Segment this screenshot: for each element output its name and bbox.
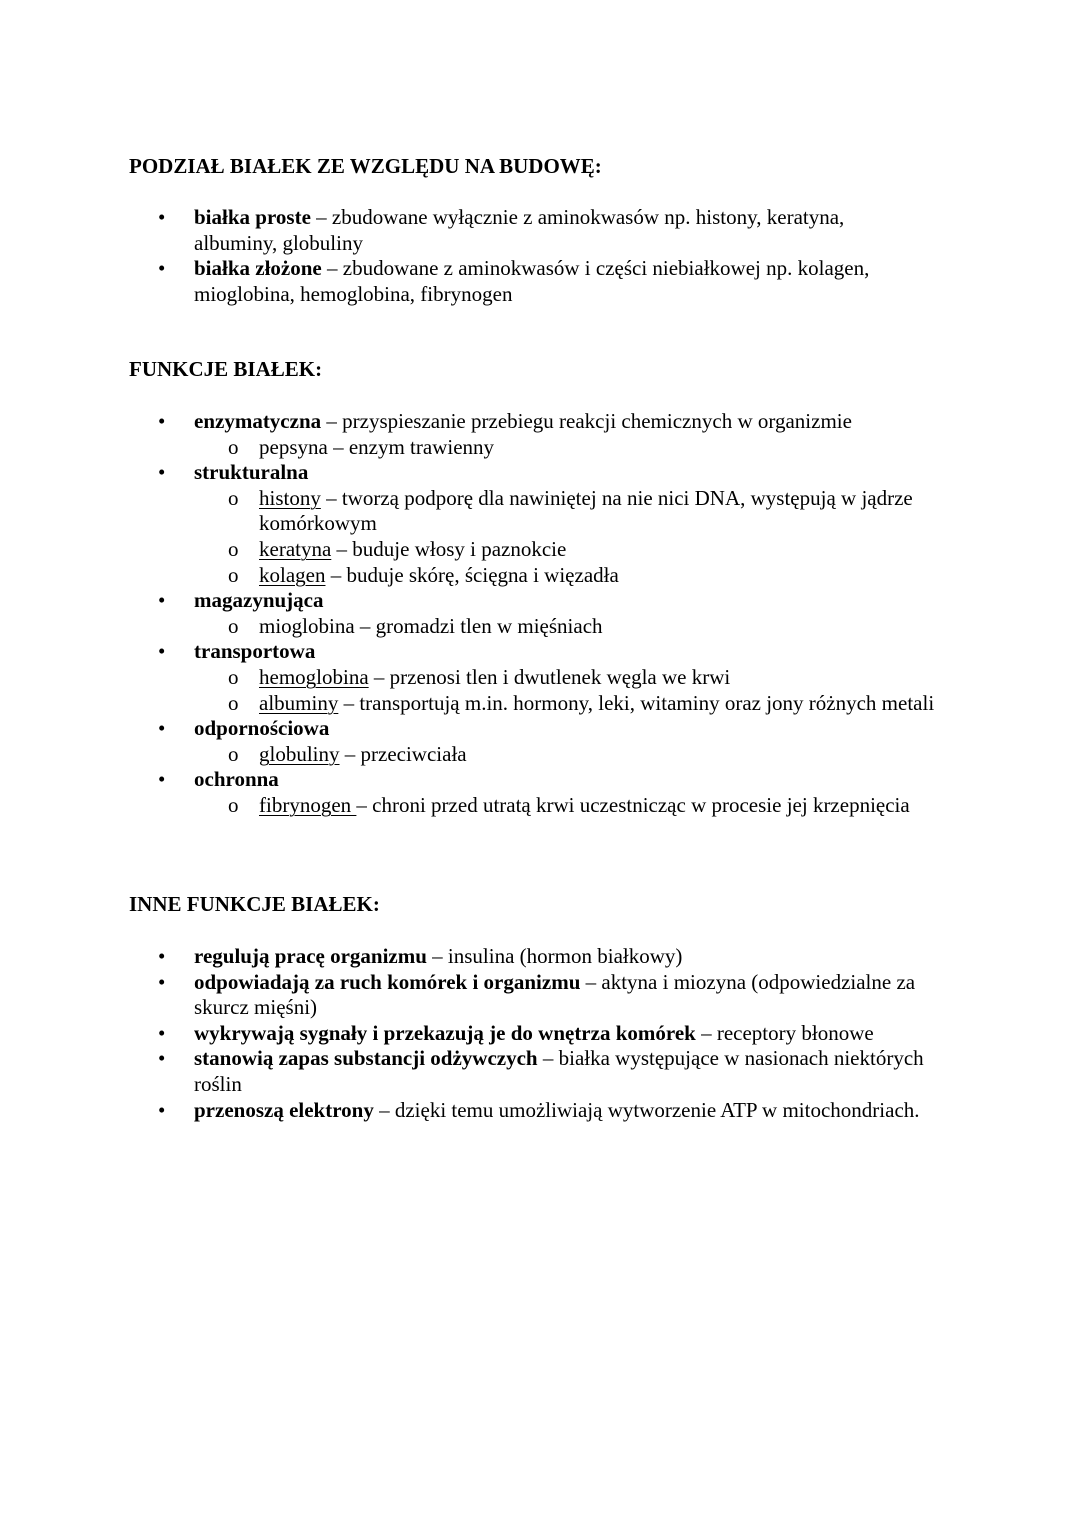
- sub-item-description: – chroni przed utratą krwi uczestnicząc w procesie jej krzepnięcia: [356, 792, 910, 817]
- circle-bullet-icon: o: [228, 690, 239, 715]
- sub-item-description: – przeciwciała: [339, 741, 467, 766]
- bullet-list: [0, 205, 1000, 307]
- bullet-list: [0, 944, 1000, 1123]
- sub-item-text: [259, 614, 939, 640]
- sub-item-description: – enzym trawienny: [327, 434, 495, 459]
- circle-bullet-icon: o: [228, 562, 239, 587]
- sub-item-term: fibrynogen: [259, 792, 357, 817]
- section-heading: PODZIAŁ BIAŁEK ZE WZGLĘDU NA BUDOWĘ:: [129, 154, 602, 178]
- item-term: transportowa: [194, 639, 316, 664]
- bullet-list: [0, 409, 1000, 819]
- list-item: [0, 1021, 1000, 1047]
- item-description: – receptory błonowe: [695, 1020, 874, 1045]
- circle-bullet-icon: o: [228, 485, 239, 510]
- sub-item-description: – buduje skórę, ścięgna i więzadła: [325, 562, 619, 587]
- list-item: [0, 1098, 1000, 1124]
- sub-list-item: [0, 614, 1000, 640]
- item-term: stanowią zapas substancji odżywczych: [194, 1046, 538, 1071]
- list-item-text: [194, 409, 914, 435]
- section-heading: INNE FUNKCJE BIAŁEK:: [129, 892, 380, 916]
- sub-list-item: [0, 563, 1000, 589]
- list-item: [0, 409, 1000, 435]
- sub-list-item: [0, 793, 1000, 819]
- item-term: enzymatyczna: [194, 409, 322, 433]
- sub-item-term: hemoglobina: [259, 664, 369, 689]
- item-description: – dzięki temu umożliwiają wytworzenie ATP w mitochondriach.: [373, 1097, 920, 1122]
- sub-item-text: [259, 537, 939, 563]
- sub-list-item: [0, 665, 1000, 691]
- bullet-icon: •: [158, 639, 166, 664]
- sub-list-item: [0, 537, 1000, 563]
- list-item: [0, 767, 1000, 793]
- list-item: [0, 256, 1000, 307]
- list-item: [0, 588, 1000, 614]
- bullet-icon: •: [158, 716, 166, 741]
- list-item-text: [194, 205, 894, 256]
- item-term: przenoszą elektrony: [194, 1097, 374, 1122]
- list-item-text: [194, 588, 914, 614]
- bullet-icon: •: [158, 1020, 166, 1045]
- list-item: [0, 716, 1000, 742]
- bullet-icon: •: [158, 767, 166, 792]
- bullet-icon: •: [158, 1097, 166, 1122]
- list-item-text: [194, 1098, 954, 1124]
- list-item-text: [194, 1046, 954, 1097]
- list-item-text: [194, 970, 954, 1021]
- sub-item-text: [259, 563, 939, 589]
- sub-item-text: [259, 691, 939, 717]
- item-term: odpowiadają za ruch komórek i organizmu: [194, 969, 581, 994]
- sub-item-description: – przenosi tlen i dwutlenek węgla we krwi: [368, 664, 731, 689]
- list-item: [0, 944, 1000, 970]
- sub-list-item: [0, 691, 1000, 717]
- item-description: – białka występujące w nasionach niektórych roślin: [194, 1046, 924, 1096]
- bullet-icon: •: [158, 969, 166, 994]
- list-item-text: [194, 1021, 954, 1047]
- sub-list-item: [0, 486, 1000, 537]
- circle-bullet-icon: o: [228, 741, 239, 766]
- list-item: [0, 460, 1000, 486]
- list-item-text: [194, 944, 954, 970]
- sub-item-term: histony: [259, 485, 321, 510]
- list-item: [0, 639, 1000, 665]
- sub-item-description: – tworzą podporę dla nawiniętej na nie nici DNA, występują w jądrze komórkowym: [259, 485, 913, 536]
- bullet-icon: •: [158, 1046, 166, 1071]
- sub-item-term: albuminy: [259, 690, 339, 715]
- list-item: [0, 1046, 1000, 1097]
- sub-item-term: pepsyna: [259, 434, 328, 459]
- sub-item-text: [259, 793, 939, 819]
- sub-item-term: keratyna: [259, 536, 332, 561]
- list-item: [0, 970, 1000, 1021]
- circle-bullet-icon: o: [228, 792, 239, 817]
- list-item-text: [194, 460, 914, 486]
- sub-item-description: – transportują m.in. hormony, leki, witaminy oraz jony różnych metali: [338, 690, 935, 715]
- sub-item-term: mioglobina: [259, 613, 355, 638]
- list-item: [0, 205, 1000, 256]
- bullet-icon: •: [158, 205, 166, 229]
- sub-list-item: [0, 742, 1000, 768]
- list-item-text: [194, 716, 914, 742]
- item-description: – przyspieszanie przebiegu reakcji chemicznych w organizmie: [321, 409, 852, 433]
- sub-item-term: globuliny: [259, 741, 340, 766]
- item-term: magazynująca: [194, 588, 324, 613]
- list-item-text: [194, 767, 914, 793]
- item-description: – zbudowane wyłącznie z aminokwasów np. histony, keratyna, albuminy, globuliny: [194, 205, 845, 255]
- sub-item-description: – gromadzi tlen w mięśniach: [354, 613, 603, 638]
- item-term: wykrywają sygnały i przekazują je do wnętrza komórek: [194, 1020, 696, 1045]
- item-term: regulują pracę organizmu: [194, 944, 427, 968]
- circle-bullet-icon: o: [228, 434, 239, 459]
- sub-item-text: [259, 742, 939, 768]
- sub-item-text: [259, 435, 939, 461]
- item-description: – zbudowane z aminokwasów i części niebiałkowej np. kolagen, mioglobina, hemoglobina, fibrynogen: [194, 256, 870, 306]
- bullet-icon: •: [158, 256, 166, 281]
- sub-item-text: [259, 486, 939, 537]
- sub-list-item: [0, 435, 1000, 461]
- circle-bullet-icon: o: [228, 613, 239, 638]
- item-term: ochronna: [194, 767, 279, 792]
- sub-item-term: kolagen: [259, 562, 326, 587]
- item-term: strukturalna: [194, 460, 309, 485]
- item-term: białka proste: [194, 205, 311, 229]
- sub-item-text: [259, 665, 939, 691]
- bullet-icon: •: [158, 944, 166, 968]
- bullet-icon: •: [158, 588, 166, 613]
- circle-bullet-icon: o: [228, 536, 239, 561]
- item-description: – insulina (hormon białkowy): [426, 944, 683, 968]
- bullet-icon: •: [158, 409, 166, 433]
- item-term: odpornościowa: [194, 716, 330, 741]
- circle-bullet-icon: o: [228, 664, 239, 689]
- list-item-text: [194, 256, 894, 307]
- section-heading: FUNKCJE BIAŁEK:: [129, 357, 323, 381]
- item-description: – aktyna i miozyna (odpowiedzialne za skurcz mięśni): [194, 969, 916, 1020]
- bullet-icon: •: [158, 460, 166, 485]
- item-term: białka złożone: [194, 256, 322, 281]
- list-item-text: [194, 639, 914, 665]
- sub-item-description: – buduje włosy i paznokcie: [331, 536, 567, 561]
